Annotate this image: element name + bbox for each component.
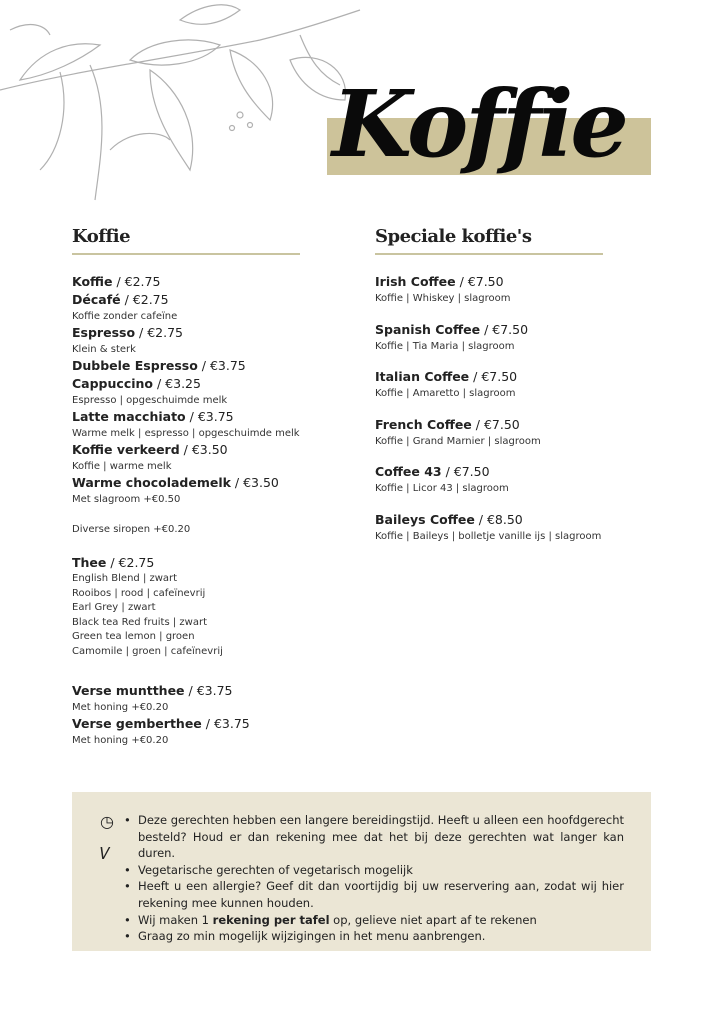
item-name: Spanish Coffee	[375, 321, 481, 337]
tea-option: English Blend | zwart	[72, 573, 178, 584]
item-name: French Coffee	[375, 416, 472, 432]
item-description: Met honing +€0.20	[72, 734, 169, 746]
item-price: / €3.75	[197, 358, 246, 373]
special-coffee-item	[375, 368, 603, 416]
special-coffee-item	[375, 463, 603, 511]
menu-item	[72, 291, 300, 309]
item-price: / €2.75	[120, 292, 169, 307]
clock-icon: ◷	[100, 812, 114, 831]
item-description: Klein & sterk	[72, 344, 136, 355]
menu-item	[72, 682, 300, 700]
item-price: / €8.50	[474, 511, 523, 527]
menu-item	[72, 441, 300, 459]
item-name: Verse gemberthee	[72, 715, 202, 731]
item-price: / €3.75	[184, 682, 233, 698]
item-name: Koffie verkeerd	[72, 442, 180, 457]
syrups-note: Diverse siropen +€0.20	[72, 524, 191, 535]
item-name: Latte macchiato	[72, 409, 186, 424]
special-coffee-item	[375, 511, 603, 559]
menu-item	[72, 375, 300, 393]
item-description: Koffie | Baileys | bolletje vanille ijs | slagroom	[375, 530, 602, 542]
item-name: Irish Coffee	[375, 274, 456, 289]
tea-option: Black tea Red fruits | zwart	[72, 616, 207, 628]
tea-option: Camomile | groen | cafeïnevrij	[72, 645, 223, 657]
vegetarian-leaf-icon: 𝑉	[100, 844, 111, 863]
item-price: / €2.75	[135, 325, 183, 340]
note-item: • Wij maken 1 rekening per tafel op, gelieve niet apart af te rekenen	[124, 912, 624, 929]
menu-item	[375, 463, 603, 481]
note-item: • Heeft u een allergie? Geef dit dan voortijdig bij uw reservering aan, zodat wij hier rekening mee kunnen houden.	[124, 878, 624, 911]
note-item: • Graag zo min mogelijk wijzigingen in het menu aanbrengen.	[124, 928, 624, 945]
item-description: Met slagroom +€0.50	[72, 494, 181, 505]
item-name: Verse muntthee	[72, 682, 185, 698]
item-description: Koffie | Tia Maria | slagroom	[375, 340, 515, 352]
spacer	[72, 507, 300, 522]
note-item: • Vegetarische gerechten of vegetarisch mogelijk	[124, 862, 624, 879]
item-price: / €7.50	[471, 416, 520, 432]
tea-option: Green tea lemon | groen	[72, 631, 195, 643]
tea-group	[72, 554, 300, 660]
item-price: / €7.50	[469, 369, 518, 384]
item-price: / €7.50	[455, 274, 504, 289]
menu-item	[375, 321, 603, 339]
item-description: Met honing +€0.20	[72, 701, 169, 713]
item-description: Espresso | opgeschuimde melk	[72, 395, 228, 406]
item-name: Espresso	[72, 325, 136, 340]
section-heading: Speciale koffie's	[375, 226, 603, 255]
menu-item	[72, 324, 300, 342]
item-name: Décafé	[72, 292, 121, 307]
tea-option: Earl Grey | zwart	[72, 602, 156, 614]
item-name: Warme chocolademelk	[72, 475, 231, 490]
item-name: Italian Coffee	[375, 369, 470, 384]
section-heading: Koffie	[72, 226, 300, 255]
item-name: Koffie	[72, 274, 113, 289]
item-price: / €3.50	[179, 442, 228, 457]
menu-item	[375, 416, 603, 434]
item-description: Koffie | Whiskey | slagroom	[375, 293, 511, 304]
spacer	[72, 537, 300, 554]
item-description: Koffie zonder cafeïne	[72, 311, 178, 322]
menu-item	[375, 511, 603, 529]
menu-item	[72, 357, 300, 375]
item-price: / €2.75	[106, 555, 155, 570]
page-title: Koffie	[332, 70, 626, 178]
item-name: Coffee 43	[375, 464, 442, 479]
spacer	[72, 660, 300, 682]
item-price: / €7.50	[480, 321, 529, 337]
item-name: Cappuccino	[72, 376, 153, 391]
note-item: • Deze gerechten hebben een langere bereidingstijd. Heeft u alleen een hoofdgerecht besteld? Houd er dan rekening mee dat het bij deze gerechten wat langer kan duren.	[124, 812, 624, 862]
menu-item	[72, 554, 300, 572]
koffie-section	[72, 226, 300, 748]
item-name: Thee	[72, 555, 107, 570]
menu-item	[72, 408, 300, 426]
item-description: Koffie | Grand Marnier | slagroom	[375, 435, 541, 447]
item-name: Baileys Coffee	[375, 511, 475, 527]
item-price: / €3.50	[230, 475, 279, 490]
menu-item	[375, 368, 603, 386]
item-name: Dubbele Espresso	[72, 358, 198, 373]
info-box	[72, 792, 651, 951]
item-price: / €3.25	[153, 376, 201, 391]
item-price: / €3.75	[201, 715, 250, 731]
menu-item	[72, 715, 300, 733]
item-price: / €2.75	[112, 274, 161, 289]
tea-option: Rooibos | rood | cafeïnevrij	[72, 587, 206, 599]
menu-item	[72, 273, 300, 291]
item-description: Koffie | Amaretto | slagroom	[375, 388, 516, 399]
item-description: Warme melk | espresso | opgeschuimde melk	[72, 428, 300, 439]
item-price: / €3.75	[185, 409, 234, 424]
menu-item	[72, 474, 300, 492]
special-coffee-item	[375, 416, 603, 464]
item-price: / €7.50	[441, 464, 490, 479]
special-coffee-item	[375, 273, 603, 321]
menu-item	[375, 273, 603, 291]
speciale-koffie-section	[375, 226, 603, 558]
special-coffee-item	[375, 321, 603, 369]
item-description: Koffie | Licor 43 | slagroom	[375, 483, 509, 494]
item-description: Koffie | warme melk	[72, 461, 172, 472]
